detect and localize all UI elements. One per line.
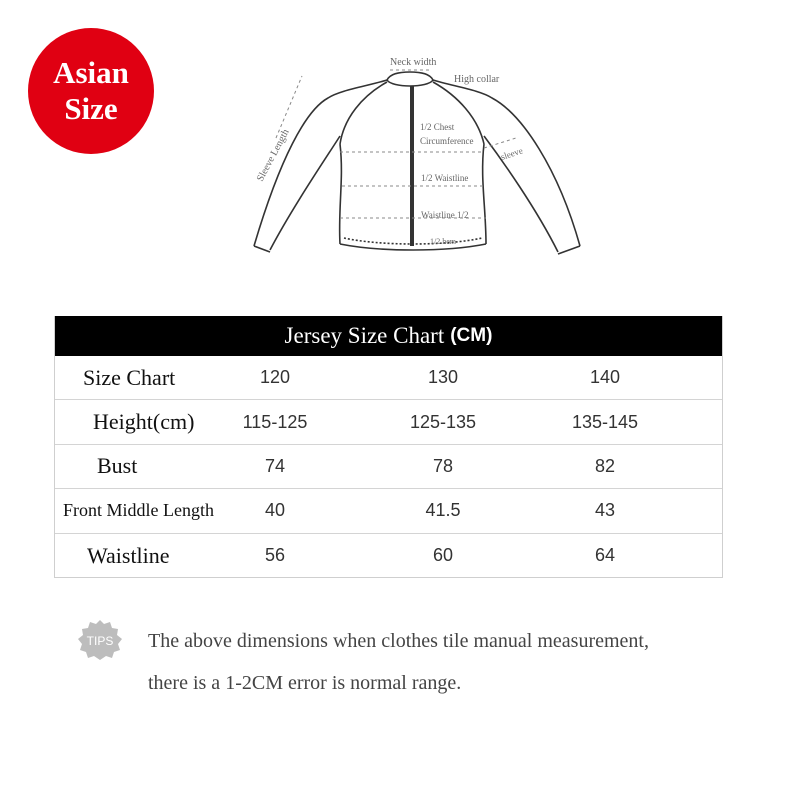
table-cell: 135-145 <box>571 411 639 432</box>
table-cell: 140 <box>589 367 621 388</box>
table-row <box>55 400 722 444</box>
jersey-size-chart <box>54 316 723 578</box>
waistline-half-label: Waistline 1/2 <box>421 210 469 220</box>
sleeve-label: sleeve <box>499 145 525 162</box>
asian-size-badge <box>28 28 154 154</box>
table-cell: 130 <box>427 367 459 388</box>
jersey-measurement-diagram <box>240 48 600 268</box>
table-cell: 78 <box>432 455 454 476</box>
high-collar-label: High collar <box>454 74 500 85</box>
table-cell: 43 <box>594 500 616 521</box>
table-cell: 82 <box>594 455 616 476</box>
tips-text <box>148 620 649 704</box>
tips-icon <box>76 618 124 662</box>
table-cell: 125-135 <box>409 411 477 432</box>
table-cell: 41.5 <box>425 500 461 521</box>
table-cell: 74 <box>264 455 286 476</box>
table-row <box>55 534 722 578</box>
half-chest-label: 1/2 Chest <box>420 122 455 132</box>
table-cell: 115-125 <box>242 411 308 432</box>
chart-unit: (CM) <box>450 325 493 346</box>
row-label: Waistline <box>87 542 170 568</box>
badge-line-1: Asian <box>53 55 129 90</box>
table-row <box>55 356 722 400</box>
half-waistline-label: 1/2 Waistline <box>421 173 469 183</box>
badge-line-2: Size <box>64 91 118 126</box>
tips-line-2: there is a 1-2CM error is normal range. <box>148 672 462 694</box>
neck-width-label: Neck width <box>390 57 437 68</box>
chart-title: Jersey Size Chart <box>284 323 445 348</box>
row-label: Bust <box>97 453 138 479</box>
table-row <box>55 445 722 489</box>
table-cell: 40 <box>264 500 286 521</box>
tips-line-1: The above dimensions when clothes tile manual measurement, <box>148 630 649 652</box>
tips-icon-label: TIPS <box>86 634 114 648</box>
table-cell: 64 <box>594 545 616 566</box>
half-hem-label: 1/2 hem <box>430 237 456 246</box>
sleeve-length-label: Sleeve Length <box>254 127 292 184</box>
row-label: Height(cm) <box>93 409 195 435</box>
row-label: Size Chart <box>83 364 176 390</box>
row-label: Front Middle Length <box>63 500 214 521</box>
table-cell: 60 <box>432 545 454 566</box>
table-row <box>55 489 722 533</box>
chart-header <box>55 316 722 356</box>
table-cell: 56 <box>264 545 286 566</box>
table-cell: 120 <box>259 367 291 388</box>
chest-circumference-label: Circumference <box>420 136 474 146</box>
